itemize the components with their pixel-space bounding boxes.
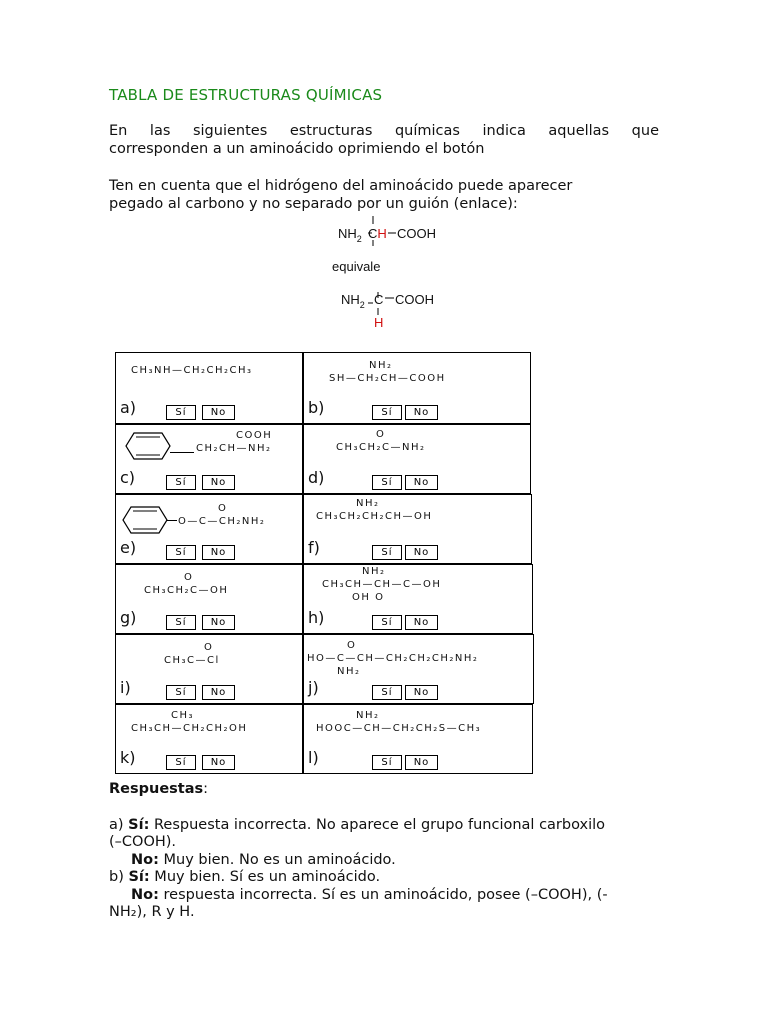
structure-cell-d [303,424,531,494]
answer-b-si-label: Sí: [128,869,150,885]
si-button-h[interactable]: Sí [372,615,402,630]
structure-bottom-group-j: NH₂ [337,666,361,677]
structure-letter-c: c) [120,468,136,487]
structure-cell-f [303,494,532,564]
ex2-cooh: COOH [395,292,434,307]
structure-letter-d: d) [308,468,325,487]
structure-top-group-k: CH₃ [171,710,195,721]
ex1-nh: NH [338,226,357,241]
ring-bond-line [170,452,194,453]
structure-letter-h: h) [308,608,325,627]
no-button-j[interactable]: No [405,685,438,700]
si-button-d[interactable]: Sí [372,475,402,490]
structure-formula-k: CH₃CH—CH₂CH₂OH [131,723,248,734]
si-button-l[interactable]: Sí [372,755,402,770]
structure-letter-i: i) [120,678,131,697]
structure-formula-i: CH₃C—Cl [164,655,220,666]
structure-cell-g [115,564,303,634]
equivale-label: equivale [332,259,381,274]
answers-heading-colon: : [203,781,209,797]
structure-top-group-i: O [204,642,214,653]
structure-top-group-f: NH₂ [356,498,380,509]
answer-b-no-label: No: [131,887,159,903]
example-bonds-1 [0,0,768,340]
no-button-g[interactable]: No [202,615,235,630]
si-button-b[interactable]: Sí [372,405,402,420]
structure-formula-d: CH₃CH₂C—NH₂ [336,442,426,453]
structure-cell-k [115,704,303,774]
structure-top-group-j: O [347,640,357,651]
structure-top-group-h: NH₂ [362,566,386,577]
note-line-2: pegado al carbono y no separado por un guión (enlace): [109,196,518,212]
benzene-ring-icon [124,431,172,461]
ex2-sub: 2 [359,300,365,310]
answer-a-no-label: No: [131,852,159,868]
si-button-f[interactable]: Sí [372,545,402,560]
answer-b-label: b) [109,869,129,885]
no-button-l[interactable]: No [405,755,438,770]
si-button-i[interactable]: Sí [166,685,196,700]
structure-cell-h [303,564,533,634]
structure-letter-j: j) [308,678,319,697]
intro-line-2: corresponden a un aminoácido oprimiendo el botón [109,141,485,157]
answer-a-si-text-2: (–COOH). [109,834,177,850]
ex2-nh: NH [341,292,360,307]
answer-b-si-text: Muy bien. Sí es un aminoácido. [149,869,381,885]
structure-cell-c [115,424,303,494]
si-button-a[interactable]: Sí [166,405,196,420]
structure-cell-j [303,634,534,704]
answer-a-no [131,852,396,870]
structure-cell-l [303,704,533,774]
structure-formula-a: CH₃NH—CH₂CH₂CH₃ [131,365,253,376]
ex1-h: H [377,226,387,241]
structure-formula-e: O—C—CH₂NH₂ [178,516,266,527]
structure-formula-c: CH₂CH—NH₂ [196,443,272,454]
benzene-ring-icon [121,505,169,535]
ex1-sub: 2 [356,234,362,244]
no-button-d[interactable]: No [405,475,438,490]
structure-top-group-b: NH₂ [369,360,393,371]
intro-line-1: En las siguientes estructuras químicas indica aquellas que [109,123,659,139]
structure-top-group-c: COOH [236,430,273,441]
answers-heading-text: Respuestas [109,781,204,797]
structure-letter-f: f) [308,538,320,557]
no-button-c[interactable]: No [202,475,235,490]
answer-b-si [109,869,380,887]
structure-top-group-g: O [184,572,194,583]
structure-formula-b: SH—CH₂CH—COOH [329,373,446,384]
structure-cell-e [115,494,303,564]
no-button-h[interactable]: No [405,615,438,630]
answer-a-label: a) [109,817,129,833]
note-line-1: Ten en cuenta que el hidrógeno del aminoácido puede aparecer [109,178,573,194]
answer-b-no-text-2: NH₂), R y H. [109,904,195,920]
si-button-j[interactable]: Sí [372,685,402,700]
si-button-e[interactable]: Sí [166,545,196,560]
no-button-e[interactable]: No [202,545,235,560]
answer-b-no [131,887,608,905]
answer-a-no-text: Muy bien. No es un aminoácido. [158,852,396,868]
structure-formula-f: CH₃CH₂CH₂CH—OH [316,511,433,522]
answer-b-no-text: respuesta incorrecta. Sí es un aminoácido, posee (–COOH), (- [158,887,608,903]
structure-top-group-l: NH₂ [356,710,380,721]
structure-cell-i [115,634,303,704]
no-button-f[interactable]: No [405,545,438,560]
structure-cell-b [303,352,531,424]
no-button-i[interactable]: No [202,685,235,700]
structure-letter-k: k) [120,748,136,767]
ex1-cooh: COOH [397,226,436,241]
structure-formula-l: HOOC—CH—CH₂CH₂S—CH₃ [316,723,482,734]
ex1-c: C [368,226,378,241]
answer-a-si-text: Respuesta incorrecta. No aparece el grupo funcional carboxilo [149,817,606,833]
structure-top-group-e: O [218,503,228,514]
answers-heading [109,781,208,799]
structure-formula-j: HO—C—CH—CH₂CH₂CH₂NH₂ [307,653,479,664]
no-button-k[interactable]: No [202,755,235,770]
no-button-b[interactable]: No [405,405,438,420]
page-title: TABLA DE ESTRUCTURAS QUÍMICAS [109,86,383,104]
no-button-a[interactable]: No [202,405,235,420]
structure-cell-a [115,352,303,424]
answer-a-si [109,817,605,835]
structure-bottom-group-h: OH O [352,592,385,603]
structure-letter-b: b) [308,398,325,417]
structure-letter-a: a) [120,398,137,417]
structure-top-group-d: O [376,429,386,440]
si-button-c[interactable]: Sí [166,475,196,490]
si-button-k[interactable]: Sí [166,755,196,770]
structure-formula-g: CH₃CH₂C—OH [144,585,229,596]
ex2-c: C [374,292,384,307]
structure-formula-h: CH₃CH—CH—C—OH [322,579,442,590]
answer-a-si-label: Sí: [128,817,150,833]
structure-letter-l: l) [308,748,319,767]
si-button-g[interactable]: Sí [166,615,196,630]
ex2-h: H [374,315,384,330]
structure-letter-g: g) [120,608,137,627]
structure-letter-e: e) [120,538,137,557]
ring-bond-line [167,520,177,521]
